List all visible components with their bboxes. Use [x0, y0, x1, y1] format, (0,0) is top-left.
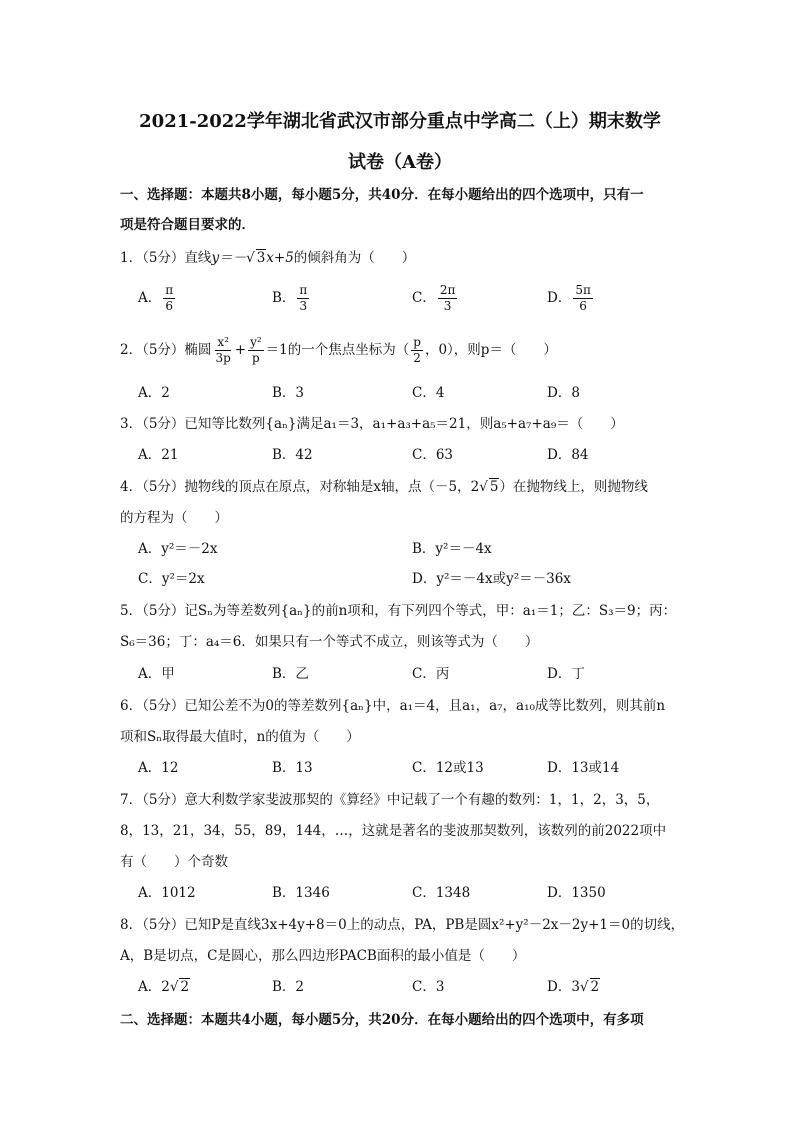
q3-option-c: C．63 — [412, 447, 454, 463]
question-8: 8．（5分）已知P是直线3x+4y+8＝0上的动点，PA，PB是圆x²+y²－2x－2y+1＝0的切线， — [120, 917, 685, 933]
q5-option-c: C．丙 — [412, 666, 450, 682]
q1-expr-b: x+5 — [266, 250, 294, 266]
section1-heading: 一、选择题：本题共8小题，每小题5分，共40分．在每小题给出的四个选项中，只有一 — [120, 187, 644, 203]
question-4-cont: 的方程为（ ） — [120, 510, 228, 526]
question-4: 4．（5分）抛物线的顶点在原点，对称轴是x轴，点（－5，2√ 5）在抛物线上，则抛物线 — [120, 479, 648, 495]
q5-option-d: D．丁 — [547, 666, 585, 682]
q8-option-a: A．2√ 2 — [138, 979, 190, 995]
q5-option-b: B．乙 — [272, 666, 309, 682]
question-8-cont: A，B是切点，C是圆心，那么四边形PACB面积的最小值是（ ） — [120, 948, 526, 964]
q4-option-c: C．y²＝2x — [138, 571, 205, 587]
q1-expr: y＝－ — [211, 250, 247, 266]
q6-option-c: C．12或13 — [412, 760, 484, 776]
q4-option-a: A．y²＝－2x — [138, 541, 218, 557]
exam-title-line2: 试卷（A卷） — [348, 152, 452, 173]
q1-option-b: B． $\frac{\pi}{3}$ — [272, 283, 308, 313]
exam-title-line1: 2021-2022学年湖北省武汉市部分重点中学高二（上）期末数学 — [139, 111, 661, 132]
question-5-cont: S₆＝36；丁：a₄＝6．如果只有一个等式不成立，则该等式为（ ） — [120, 634, 539, 650]
q7-option-a: A．1012 — [138, 885, 196, 901]
q1-option-a: A． $\frac{\pi}{6}$ — [138, 283, 174, 313]
q8-option-b: B．2 — [272, 979, 305, 995]
q7-option-c: C．1348 — [412, 885, 471, 901]
question-5: 5．（5分）记Sₙ为等差数列{aₙ}的前n项和，有下列四个等式，甲：a₁＝1；乙：S₃＝9；丙： — [120, 603, 677, 619]
question-7-cont: 8，13，21，34，55，89，144，…，这就是著名的斐波那契数列，该数列的前2022项中 — [120, 823, 667, 839]
q2-option-c: C．4 — [412, 385, 445, 401]
q4-option-d: D．y²＝－4x或y²＝－36x — [412, 571, 571, 587]
q1-sqrt: 3 — [256, 250, 266, 266]
q2-option-a: A．2 — [138, 385, 170, 401]
section1-heading-cont: 项是符合题目要求的． — [120, 217, 255, 233]
q1-suffix: 的倾斜角为（ ） — [293, 250, 416, 266]
q3-option-b: B．42 — [272, 447, 313, 463]
q4-option-b: B．y²＝－4x — [412, 541, 492, 557]
q6-option-a: A．12 — [138, 760, 179, 776]
q7-option-b: B．1346 — [272, 885, 330, 901]
q1-option-c: C． $\frac{2\pi}{3}$ — [412, 283, 456, 313]
question-6: 6．（5分）已知公差不为0的等差数列{aₙ}中，a₁＝4，且a₁，a₇，a₁₀成等比数列，则其前n — [120, 698, 666, 714]
q2-option-b: B．3 — [272, 385, 305, 401]
section2-heading: 二、选择题：本题共4小题，每小题5分，共20分．在每小题给出的四个选项中，有多项 — [120, 1012, 644, 1028]
q5-option-a: A．甲 — [138, 666, 175, 682]
question-7-cont2: 有（ ）个奇数 — [120, 854, 228, 870]
q8-option-d: D．3√ 2 — [547, 979, 600, 995]
question-2: 2．（5分）椭圆 $\frac{\text{x²}}{3p}$ + $\frac{\text{y²}}{p}$ ＝1的一个焦点坐标为（ $\frac{p}{2}$ ，0），则p＝（ ） — [120, 335, 557, 365]
question-3: 3．（5分）已知等比数列{aₙ}满足a₁＝3，a₁+a₃+a₅＝21，则a₅+a₇+a₉＝（ ） — [120, 416, 624, 432]
question-6-cont: 项和Sₙ取得最大值时，n的值为（ ） — [120, 729, 360, 745]
q1-prefix: 1．（5分）直线 — [120, 250, 212, 266]
q6-option-b: B．13 — [272, 760, 313, 776]
q3-option-a: A．21 — [138, 447, 179, 463]
q8-option-c: C．3 — [412, 979, 445, 995]
q7-option-d: D．1350 — [547, 885, 606, 901]
q3-option-d: D．84 — [547, 447, 589, 463]
question-1: 1．（5分）直线y＝－√ 3x+5的倾斜角为（ ） — [120, 250, 416, 266]
q1-option-d: D． $\frac{5\pi}{6}$ — [547, 283, 591, 313]
question-7: 7．（5分）意大利数学家斐波那契的《算经》中记载了一个有趣的数列：1，1，2，3，5， — [120, 792, 660, 808]
q6-option-d: D．13或14 — [547, 760, 620, 776]
q2-option-d: D．8 — [547, 385, 580, 401]
